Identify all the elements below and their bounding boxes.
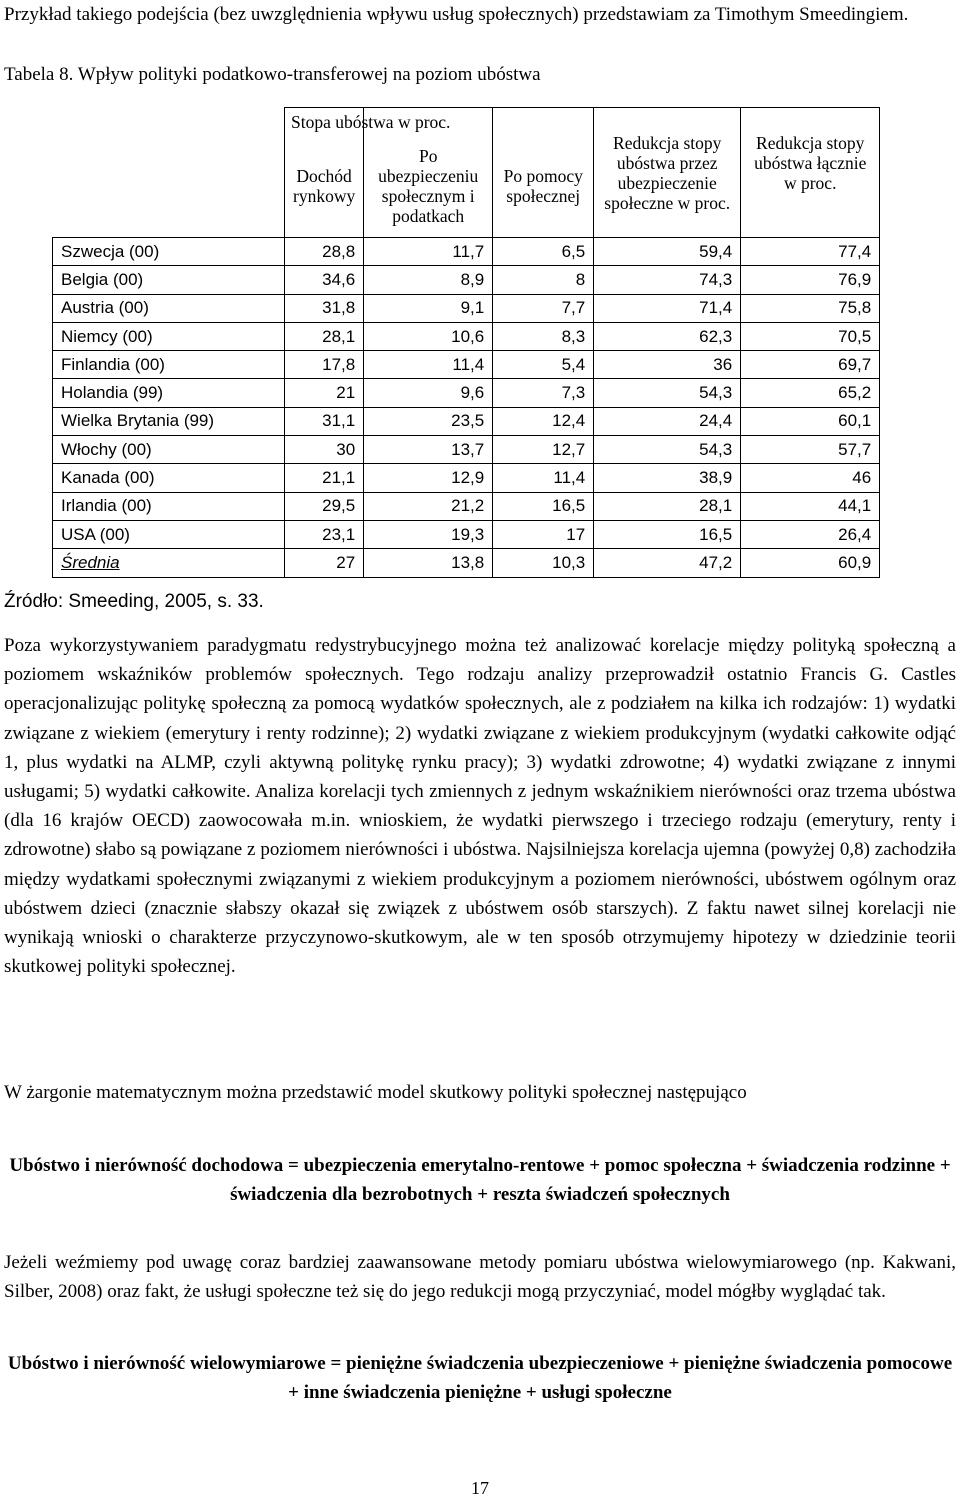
row-label: Holandia (99) — [53, 379, 285, 407]
cell-value: 44,1 — [741, 492, 880, 520]
cell-value: 9,1 — [364, 294, 493, 322]
row-label: Wielka Brytania (99) — [53, 407, 285, 435]
paragraph-castles: Poza wykorzystywaniem paradygmatu redystrybucyjnego można też analizować korelacje między polityką społeczną a poziomem wskaźników problemów społecznych. Tego rodzaju analizy przeprowadził ostatnio Francis G. Castles operacjonalizując politykę społeczną za pomocą wydatków społecznych, ale z podziałem na kilka ich rodzajów: 1) wydatki związane z wiekiem (emerytury i renty rodzinne); 2) wydatki związane z wiekiem produkcyjnym (wydatki całkowite odjąć 1, plus wydatki na ALMP, czyli aktywną politykę rynku pracy); 3) wydatki zdrowotne; 4) wydatki związane z innymi usługami; 5) wydatki całkowite. Analiza korelacji tych zmiennych z jednym wskaźnikiem nierówności oraz trzema ubóstwa (dla 16 krajów OECD) zaowocowała m.in. wnioskiem, że wydatki pierwszego i trzeciego rodzaju (emerytury, renty i zdrowotne) słabo są powiązane z poziomem nierówności i ubóstwa. Najsilniejsza korelacja ujemna (powyżej 0,8) zachodziła między wydatkami społecznymi związanymi z wiekiem produkcyjnym a poziomem nierówności, ubóstwem ogólnym oraz ubóstwem dzieci (znacznie słabszy okazał się związek z ubóstwem osób starszych). Z faktu nawet silnej korelacji nie wynikają wnioski o charakterze przyczynowo-skutkowym, ale w ten sposób otrzymujemy hipotezy w dziedzinie teorii skutkowej polityki społecznej. — [4, 635, 956, 978]
table-row — [53, 294, 880, 322]
cell-value: 62,3 — [594, 322, 741, 350]
table-row — [53, 238, 880, 266]
cell-value: 74,3 — [594, 266, 741, 294]
header-col-2: Po ubezpieczeniu społecznym i podatkach — [378, 145, 479, 226]
cell-value: 16,5 — [493, 492, 594, 520]
table-row — [53, 436, 880, 464]
intro-paragraph: Przykład takiego podejścia (bez uwzględnienia wpływu usług społecznych) przedstawiam za Timothym Smeedingiem. — [4, 4, 909, 25]
cell-value: 23,5 — [364, 407, 493, 435]
cell-value: 60,1 — [741, 407, 880, 435]
cell-value: 13,7 — [364, 436, 493, 464]
cell-value: 8 — [493, 266, 594, 294]
cell-value: 28,8 — [285, 238, 364, 266]
header-empty-cell — [53, 108, 285, 238]
row-label: Szwecja (00) — [53, 238, 285, 266]
cell-value: 57,7 — [741, 436, 880, 464]
table-caption: Tabela 8. Wpływ polityki podatkowo-transferowej na poziom ubóstwa — [4, 64, 541, 85]
cell-value: 21,1 — [285, 464, 364, 492]
cell-value: 13,8 — [364, 549, 493, 577]
header-col-5: Redukcja stopy ubóstwa łącznie w proc. — [754, 132, 867, 193]
cell-value: 19,3 — [364, 520, 493, 548]
cell-value: 76,9 — [741, 266, 880, 294]
cell-value: 36 — [594, 351, 741, 379]
cell-value: 46 — [741, 464, 880, 492]
paragraph-multidimensional: Jeżeli weźmiemy pod uwagę coraz bardziej zaawansowane metody pomiaru ubóstwa wielowymiarowego (np. Kakwani, Silber, 2008) oraz fakt, że usługi społeczne też się do jego redukcji mogą przyczyniać, model mógłby wyglądać tak. — [4, 1252, 956, 1303]
cell-value: 54,3 — [594, 379, 741, 407]
cell-value: 17,8 — [285, 351, 364, 379]
cell-value: 75,8 — [741, 294, 880, 322]
cell-value: 6,5 — [493, 238, 594, 266]
cell-value: 77,4 — [741, 238, 880, 266]
table-row — [53, 492, 880, 520]
header-col-4: Redukcja stopy ubóstwa przez ubezpieczenie społeczne w proc. — [604, 132, 731, 213]
header-reduction-total — [741, 108, 880, 238]
cell-value: 27 — [285, 549, 364, 577]
row-label: Niemcy (00) — [53, 322, 285, 350]
cell-value: 60,9 — [741, 549, 880, 577]
cell-value: 10,3 — [493, 549, 594, 577]
row-label: Belgia (00) — [53, 266, 285, 294]
row-label: USA (00) — [53, 520, 285, 548]
table-header-row — [53, 108, 880, 238]
formula-income-poverty: Ubóstwo i nierówność dochodowa = ubezpieczenia emerytalno-rentowe + pomoc społeczna + świadczenia rodzinne + świadczenia dla bezrobotnych + reszta świadczeń społecznych — [9, 1155, 951, 1205]
cell-value: 11,7 — [364, 238, 493, 266]
row-label: Austria (00) — [53, 294, 285, 322]
table-row-average — [53, 549, 880, 577]
cell-value: 12,9 — [364, 464, 493, 492]
table-row — [53, 322, 880, 350]
cell-value: 69,7 — [741, 351, 880, 379]
row-label: Włochy (00) — [53, 436, 285, 464]
table-row — [53, 379, 880, 407]
cell-value: 8,9 — [364, 266, 493, 294]
cell-value: 11,4 — [493, 464, 594, 492]
cell-value: 34,6 — [285, 266, 364, 294]
cell-value: 38,9 — [594, 464, 741, 492]
cell-value: 31,8 — [285, 294, 364, 322]
poverty-table — [52, 107, 880, 578]
header-after-assistance — [493, 108, 594, 238]
row-label: Finlandia (00) — [53, 351, 285, 379]
cell-value: 9,6 — [364, 379, 493, 407]
cell-value: 17 — [493, 520, 594, 548]
table-row — [53, 266, 880, 294]
row-label: Kanada (00) — [53, 464, 285, 492]
cell-value: 16,5 — [594, 520, 741, 548]
header-reduction-insurance — [594, 108, 741, 238]
formula-multidimensional-poverty: Ubóstwo i nierówność wielowymiarowe = pieniężne świadczenia ubezpieczeniowe + pieniężne świadczenia pomocowe + inne świadczenia pieniężne + usługi społeczne — [7, 1353, 953, 1403]
table-row — [53, 520, 880, 548]
table-source: Źródło: Smeeding, 2005, s. 33. — [4, 591, 264, 612]
cell-value: 28,1 — [594, 492, 741, 520]
table-row — [53, 351, 880, 379]
row-label: Średnia — [53, 549, 285, 577]
cell-value: 59,4 — [594, 238, 741, 266]
cell-value: 10,6 — [364, 322, 493, 350]
row-label: Irlandia (00) — [53, 492, 285, 520]
cell-value: 23,1 — [285, 520, 364, 548]
cell-value: 24,4 — [594, 407, 741, 435]
cell-value: 8,3 — [493, 322, 594, 350]
table-body — [53, 238, 880, 578]
header-group-label: Stopa ubóstwa w proc. — [291, 112, 451, 132]
header-col-3: Po pomocy społecznej — [503, 165, 583, 206]
cell-value: 5,4 — [493, 351, 594, 379]
cell-value: 31,1 — [285, 407, 364, 435]
cell-value: 28,1 — [285, 322, 364, 350]
cell-value: 21 — [285, 379, 364, 407]
cell-value: 65,2 — [741, 379, 880, 407]
cell-value: 70,5 — [741, 322, 880, 350]
table-row — [53, 464, 880, 492]
cell-value: 71,4 — [594, 294, 741, 322]
cell-value: 12,4 — [493, 407, 594, 435]
cell-value: 12,7 — [493, 436, 594, 464]
cell-value: 30 — [285, 436, 364, 464]
page-number: 17 — [471, 1478, 489, 1498]
table-row — [53, 407, 880, 435]
cell-value: 26,4 — [741, 520, 880, 548]
cell-value: 47,2 — [594, 549, 741, 577]
cell-value: 29,5 — [285, 492, 364, 520]
cell-value: 7,7 — [493, 294, 594, 322]
header-col-1: Dochód rynkowy — [293, 165, 356, 206]
cell-value: 11,4 — [364, 351, 493, 379]
paragraph-model-intro: W żargonie matematycznym można przedstawić model skutkowy polityki społecznej następująco — [4, 1082, 747, 1103]
cell-value: 54,3 — [594, 436, 741, 464]
cell-value: 7,3 — [493, 379, 594, 407]
cell-value: 21,2 — [364, 492, 493, 520]
